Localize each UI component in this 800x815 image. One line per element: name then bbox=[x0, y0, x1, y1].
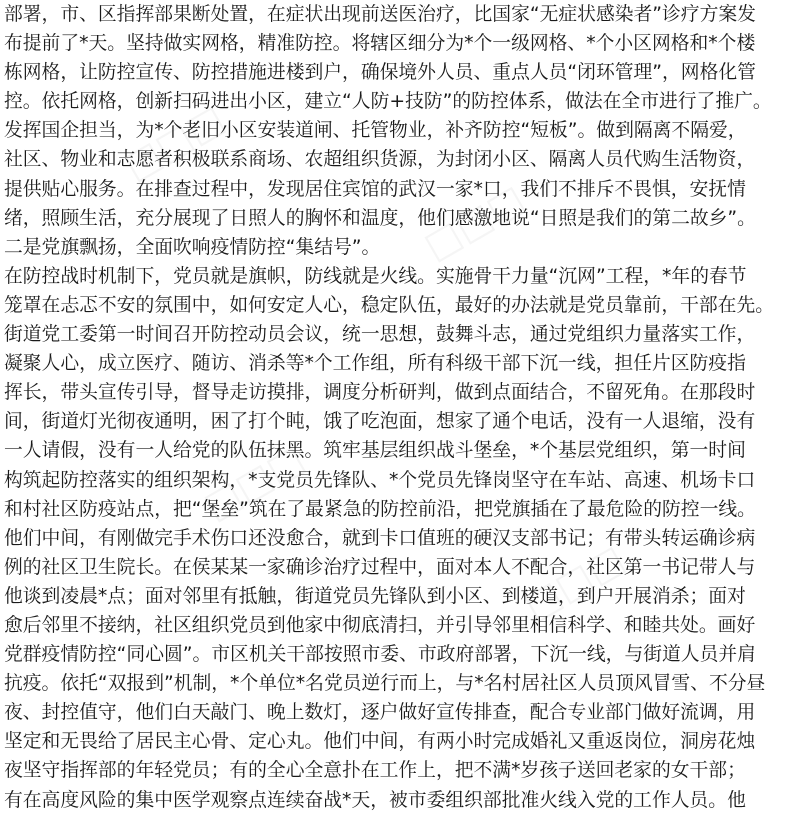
text-line: 笼罩在忐忑不安的氛围中，如何安定人心，稳定队伍，最好的办法就是党员靠前，干部在先。 bbox=[4, 294, 775, 316]
text-line: 凝聚人心，成立医疗、随访、消杀等*个工作组，所有科级干部下沉一线，担任片区防疫指 bbox=[4, 353, 746, 375]
text-line: 党群疫情防控“同心圆”。市区机关干部按照市委、市政府部署，下沉一线，与街道人员并肩 bbox=[4, 644, 756, 666]
text-line: 挥长，带头宣传引导，督导走访摸排，调度分析研判，做到点面结合，不留死角。在那段时 bbox=[4, 382, 756, 404]
section-heading: 二是党旗飘扬，全面吹响疫情防控“集结号”。 bbox=[4, 236, 381, 258]
text-line: 愈后邻里不接纳，社区组织党员到他家中彻底清扫，并引导邻里相信科学、和睦共处。画好 bbox=[4, 614, 756, 636]
text-line: 有在高度风险的集中医学观察点连续奋战*天，被市委组织部批准火线入党的工作人员。他 bbox=[4, 789, 746, 811]
text-line: 一人请假，没有一人给党的队伍抹黑。筑牢基层组织战斗堡垒，*个基层党组织，第一时间 bbox=[4, 440, 746, 462]
text-line: 他谈到凌晨*点；面对邻里有抵触，街道党员先锋队到小区、到楼道，到户开展消杀；面对 bbox=[4, 585, 746, 607]
text-line: 提供贴心服务。在排查过程中，发现居住宾馆的武汉一家*口，我们不排斥不畏惧，安抚情 bbox=[4, 178, 746, 200]
text-line: 例的社区卫生院长。在侯某某一家确诊治疗过程中，面对本人不配合，社区第一书记带人与 bbox=[4, 556, 756, 578]
text-line: 街道党工委第一时间召开防控动员会议，统一思想，鼓舞斗志，通过党组织力量落实工作， bbox=[4, 324, 756, 346]
text-line: 绪，照顾生活，充分展现了日照人的胸怀和温度，他们感激地说“日照是我们的第二故乡”。 bbox=[4, 207, 756, 229]
text-line: 控。依托网格，创新扫码进出小区，建立“人防+技防”的防控体系，做法在全市进行了推广。 bbox=[4, 91, 772, 113]
text-line: 社区、物业和志愿者积极联系商场、农超组织货源，为封闭小区、隔离人员代购生活物资， bbox=[4, 149, 756, 171]
watermark-shape: □□□ bbox=[196, 436, 312, 528]
text-line: 发挥国企担当，为*个老旧小区安装道闸、托管物业，补齐防控“短板”。做到隔离不隔爱， bbox=[4, 120, 747, 142]
watermark-shape: □□□ bbox=[116, 96, 232, 188]
text-line: 间，街道灯光彻夜通明，困了打个盹，饿了吃泡面，想家了通个电话，没有一人退缩，没有 bbox=[4, 411, 756, 433]
text-line: 栋网格，让防控宣传、防控措施进楼到户，确保境外人员、重点人员“闭环管理”，网格化管 bbox=[4, 62, 756, 84]
watermark-shape: □□□ bbox=[416, 176, 532, 268]
text-line: 他们中间，有刚做完手术伤口还没愈合，就到卡口值班的硬汉支部书记；有带头转运确诊病 bbox=[4, 527, 756, 549]
body-text bbox=[4, 0, 796, 815]
text-line: 和村社区防疫站点，把“堡垒”筑在了最紧急的防控前沿，把党旗插在了最危险的防控一线。 bbox=[4, 498, 756, 520]
text-line: 夜、封控值守，他们白天敲门、晚上数灯，逐户做好宣传排查，配合专业部门做好流调，用 bbox=[4, 702, 756, 724]
watermark-shape: □□□ bbox=[516, 536, 632, 628]
text-line: 部署，市、区指挥部果断处置，在症状出现前送医治疗，比国家“无症状感染者”诊疗方案发 bbox=[4, 4, 756, 25]
text-line: 在防控战时机制下，党员就是旗帜，防线就是火线。实施骨干力量“沉网”工程，*年的春节 bbox=[4, 265, 747, 287]
text-line: 构筑起防控落实的组织架构，*支党员先锋队、*个党员先锋岗坚守在车站、高速、机场卡口 bbox=[4, 469, 756, 491]
text-line: 夜坚守指挥部的年轻党员；有的全心全意扑在工作上，把不满*岁孩子送回老家的女干部； bbox=[4, 760, 746, 782]
text-line: 布提前了*天。坚持做实网格，精准防控。将辖区细分为*个一级网格、*个小区网格和*个楼 bbox=[4, 33, 756, 55]
text-line: 抗疫。依托“双报到”机制，*个单位*名党员逆行而上，与*名村居社区人员顶风冒雪、不分昼 bbox=[4, 673, 766, 695]
text-line: 坚定和无畏给了居民主心骨、定心丸。他们中间，有两小时完成婚礼又重返岗位，洞房花烛 bbox=[4, 731, 756, 753]
